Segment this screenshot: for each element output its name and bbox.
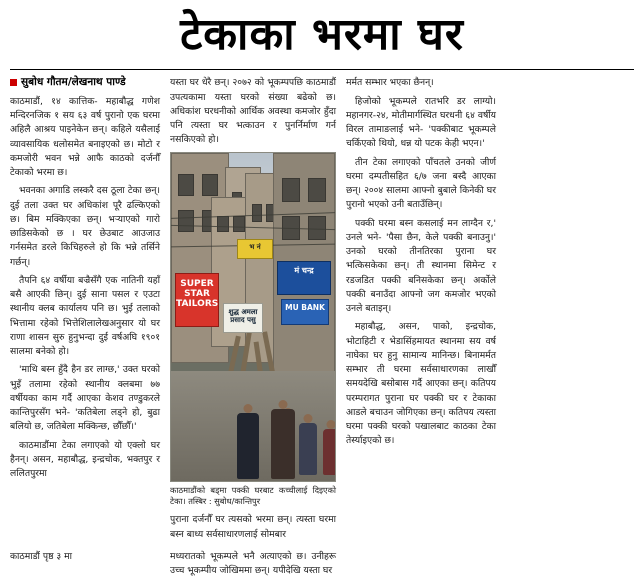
street-photo	[170, 152, 336, 482]
paragraph: 'माथि बस्न हुँदै हैन डर लाग्छ,' उक्त घरको भुइँ तलामा रहेको स्थानीय क्लबमा ७७ वर्षीयका काम गर्दै आएका केशव तण्डुकरले कान्तिपुरसँग भने- 'कतिबेला लड्ने हो, बुढा बलियो छ, जतिबेला मक्किन्छ, छौँछौँ।'	[10, 364, 160, 433]
shop-sign-blue: मं चन्द्र	[277, 261, 331, 295]
photo-figure	[170, 152, 336, 509]
photo-person	[323, 429, 336, 475]
header-divider	[10, 69, 634, 70]
photo-person-head	[244, 404, 253, 413]
bullet-square-icon	[10, 79, 17, 86]
paragraph: महाबौद्ध, असन, पाको, इन्द्रचोक, भोटाहिटी र भेडासिंहमायत स्थानमा सय वर्ष नाघेका घर हुनु सामान्य मानिन्छ। बिनामर्मत सम्भार ती घरमा सर्वसाधारणका लाखौँ समयदेखि बसोबास गर्दै आएका छन्। कतिपय परम्परागत पुराना घर पक्की घर र टेकाका आडले बचाउन जोगिएका छन्। कतिपय त्यस्ता घरमा पक्की घरको पखालबाट काठका टेका तेर्स्याइएको छ।	[346, 321, 496, 447]
column-1	[10, 76, 160, 485]
column-2	[170, 76, 336, 546]
paragraph: तीन टेका लगाएको पाँचतले उनको जीर्ण घरमा दम्पतीसहित ६/७ जना बस्दै आएका छन्। २००४ सालमा आफ्नो बुबाले किनेकी घर पुरानो भएको उनी बताउँछिन्।	[346, 156, 496, 211]
paragraph: काठमाडौंमा टेका लगाएको यो एक्लो घर हैनन्। असन, महाबौद्ध, इन्द्रचोक, भक्तपुर र ललितपुरमा	[10, 439, 160, 480]
paragraph: तैपनि ६४ वर्षीया बज्रैसँगै एक नातिनी यहाँ बसै आएकी छिन्। दुई साना पसल र एउटा स्थानीय क्लब कार्यालय पनि छ। भुई तलाको भित्तामा रहेको भित्तेशिलालेखअनुसार यो घर राणा शासन सुरु हुनुभन्दा दुई वर्षअघि १९०१ सालमा बनेको हो।	[10, 274, 160, 358]
paragraph: हिजोको भूकम्पले रातभरि डर लाग्यो। महानगर-२४, मोतीमार्गस्थित घरधनी ६४ वर्षीय विरल तामाङलाई भने- 'पक्कीबाट भूकम्पले चर्किएको थियो, धन्न यो पटक केही भएन।'	[346, 95, 496, 150]
byline-text: सुबोध गौतम/लेखनाथ पाण्डे	[21, 76, 126, 89]
paragraph: यस्ता घर धेरै छन्। २०७२ को भूकम्पपछि काठमाडौं उपत्यकामा यस्ता घरको संख्या बढेको छ। अधिकांश घरधनीको आर्थिक अवस्था कमजोर हुँदा पनि त्यस्ता घर भत्काउन र पुनर्निर्माण गर्न नसकिएको हो।	[170, 77, 336, 146]
photo-window	[217, 216, 229, 232]
paragraph: मर्मत सम्भार भएका छैनन्।	[346, 77, 434, 89]
photo-person-head	[327, 420, 336, 429]
paragraph: पुराना दर्जनौँ घर त्यसको भरमा छन्। त्यस्ता घरमा बस्न बाध्य सर्वसाधारणलाई सोमबार	[170, 514, 336, 540]
shop-sign-bank: MU BANK	[281, 299, 329, 325]
paragraph: भवनका अगाडि लस्करै दस ठूला टेका छन्। दुई तला उक्त घर अधिकांश पूरै ढल्किएको छ। बिम मक्किएका छन्। भर्‍याएको गारो छाडिसकेको छ । घर छेउबाट आउजाउ गर्नसमेत डरले किचिहरुले हो कि भन्ने तर्सिने गर्छन्।	[10, 185, 160, 268]
photo-person	[299, 423, 317, 475]
page-title: टेकाका भरमा घर	[180, 9, 464, 60]
photo-window	[233, 216, 245, 232]
photo-person-head	[279, 400, 288, 409]
shop-sign-yellow: भ नं	[237, 239, 273, 259]
photo-window	[202, 174, 218, 196]
shop-sign-super-star-tailors: SUPER STAR TAILORS	[175, 273, 219, 327]
photo-window	[282, 178, 300, 202]
photo-caption: काठमाडौंको बड्मा पक्की घरबाट कच्चीलाई दिइएको टेका। तस्बिर : सुबोध/कान्तिपुर	[170, 484, 336, 507]
shop-sign-white: शुद्ध अमला प्रसाद पसु	[223, 303, 263, 333]
photo-person	[271, 409, 295, 479]
article-columns	[10, 76, 634, 546]
photo-window	[308, 178, 326, 202]
paragraph: मध्यरातको भूकम्पले भनै अत्याएको छ। उनीहरू उच्च भूकम्पीय जोखिममा छन्। यपीदेखि यस्ता घर	[170, 550, 336, 577]
paragraph: काठमाडौं पृष्ठ ३ मा	[10, 550, 72, 562]
paragraph: काठमाडौं, १४ कात्तिक- महाबौद्ध गणेश मन्दिरनजिक १ सय ६३ वर्ष पुरानो एक घरमा अहिलै आश्रय पाइनेकेन छन्। कहिले यसैलाई व्यावसायिक धलोसमेत बनाइएको छ। मोटो र कमजोरी भवन भन्ने आफै काठको दर्जनौँ टेकाको भरमा छ।	[10, 95, 160, 179]
column-3	[346, 76, 496, 452]
footer-column-3	[346, 550, 496, 582]
photo-person	[237, 413, 259, 479]
byline	[10, 76, 160, 90]
photo-window	[178, 174, 194, 196]
photo-person-head	[304, 414, 313, 423]
footer-columns	[10, 550, 634, 582]
photo-window	[178, 210, 194, 232]
footer-column-1	[10, 550, 160, 582]
paragraph: पक्की घरमा बस्न कसलाई मन लाग्दैन र,' उनले भने- 'पैसा छैन, केले पक्की बनाउनु।' उनको घरको तीनतिरका पुराना घर भत्किसकेका छन्। ती स्थानमा सिमेन्ट र रडजडित पक्की बनिसकेका छन्। अर्कोले पक्की बनाउँदा आफ्नो जग कमजोर भएको उनले बताइन्।	[346, 217, 496, 315]
photo-window	[252, 204, 262, 222]
footer-column-2	[170, 550, 336, 582]
